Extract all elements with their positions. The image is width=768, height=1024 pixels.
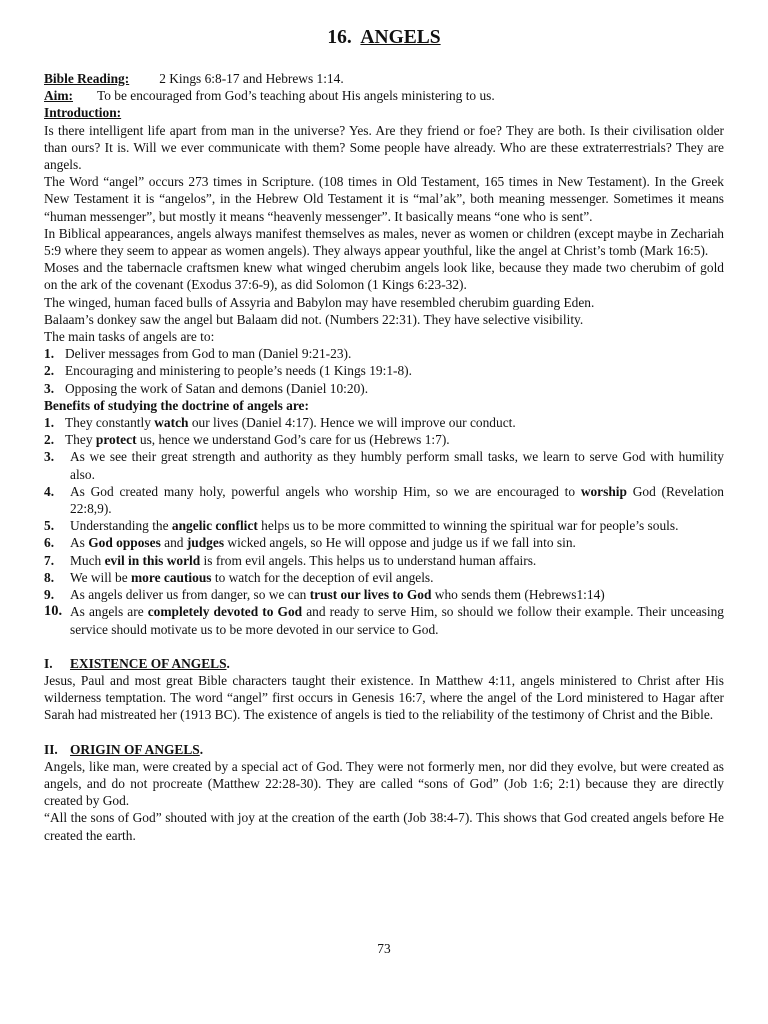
section-numeral: II. [44, 741, 58, 757]
list-item [44, 586, 724, 603]
intro-paragraph: The main tasks of angels are to: [44, 329, 215, 345]
section-numeral: I. [44, 655, 53, 671]
intro-paragraph: Is there intelligent life apart from man in the universe? Yes. Are they friend or foe? They are both. Is their civilisation older than ours? It is. Will we ever communicate with them? Some people have already. Who are these extraterrestrials? They are angels. [44, 122, 724, 173]
list-number: 1. [44, 415, 55, 431]
page-title [44, 26, 724, 50]
section-title: EXISTENCE OF ANGELS [70, 655, 227, 671]
benefits-list [44, 414, 724, 638]
list-text: is from evil angels. This helps us to understand human affairs. [200, 552, 537, 568]
list-number: 6. [44, 535, 55, 551]
list-emphasis: judges [186, 535, 225, 551]
list-text: They constantly [65, 415, 155, 431]
list-text: As we see their great strength and authority as they humbly perform small tasks, we learn to serve God with humility also. [70, 449, 724, 482]
aim-label: Aim: [44, 88, 74, 104]
bible-reading-label: Bible Reading: [44, 71, 130, 86]
chapter-number: 16. [327, 27, 352, 48]
list-emphasis: trust our lives to God [309, 587, 432, 603]
list-number: 9. [44, 587, 55, 603]
section-heading: I. EXISTENCE OF ANGELS. [44, 655, 230, 671]
list-emphasis: more cautious [131, 569, 212, 585]
document-page [44, 26, 724, 844]
list-item [44, 345, 724, 362]
list-text: As [70, 535, 89, 551]
list-number: 5. [44, 518, 55, 534]
intro-paragraph: Balaam’s donkey saw the angel but Balaam did not. (Numbers 22:31). They have selective visibility. [44, 311, 584, 327]
section-body: Angels, like man, were created by a special act of God. They were not formerly men, nor did they evolve, but were created as angels, and do not procreate (Matthew 22:28-30). They are called “sons of God” (Job 1:6; 2:1) because they are directly created by God. [44, 758, 724, 809]
list-text: As angels deliver us from danger, so we can [70, 587, 310, 603]
list-text: our lives (Daniel 4:17). Hence we will improve our conduct. [188, 415, 516, 431]
list-text: Opposing the work of Satan and demons (Daniel 10:20). [65, 380, 369, 396]
section-title: ORIGIN OF ANGELS [70, 741, 200, 757]
benefits-heading: Benefits of studying the doctrine of angels are: [44, 397, 309, 413]
list-text: As God created many holy, powerful angels who worship Him, so we are encouraged to [70, 483, 581, 499]
intro-paragraph: In Biblical appearances, angels always manifest themselves as males, never as women or children (except maybe in Zechariah 5:9 where they seem to appear as women angels). They always appear youthful, like the angel at Christ’s tomb (Mark 16:5). [44, 225, 724, 259]
list-item [44, 483, 724, 517]
chapter-title: ANGELS [360, 27, 441, 48]
section-body: “All the sons of God” shouted with joy at the creation of the earth (Job 38:4-7). This shows that God created angels before He created the earth. [44, 810, 724, 843]
intro-paragraph: The winged, human faced bulls of Assyria and Babylon may have resembled cherubim guarding Eden. [44, 294, 595, 310]
aim-value: To be encouraged from God’s teaching about His angels ministering to us. [97, 88, 495, 104]
list-emphasis: evil in this world [104, 552, 201, 568]
tasks-list [44, 345, 724, 397]
list-text: who sends them (Hebrews1:14) [431, 587, 605, 603]
list-text: They [65, 432, 96, 448]
list-number: 10. [44, 603, 63, 620]
list-text: and ready to serve Him, so should we follow their example. Their unceasing service should motivate us to be more devoted in our service to God. [70, 604, 724, 637]
list-number: 3. [44, 449, 55, 465]
list-item [44, 552, 724, 569]
list-text: Deliver messages from God to man (Daniel 9:21-23). [65, 346, 352, 362]
list-emphasis: completely devoted to God [147, 604, 303, 620]
list-number: 1. [44, 346, 55, 362]
list-text: Much [70, 552, 105, 568]
list-text: God (Revelation 22:8,9). [70, 483, 724, 517]
section-body: Jesus, Paul and most great Bible characters taught their existence. In Matthew 4:11, angels ministered to Christ after His wilderness temptation. The word “angel” first occurs in Genesis 16:7, where the angel of the Lord ministered to Hagar after Sarah had mistreated her (1913 BC). The existence of angels is tied to the reliability of the testimony of Christ and the Bible. [44, 672, 724, 723]
section-origin [44, 741, 724, 844]
intro-paragraph: Moses and the tabernacle craftsmen knew what winged cherubim angels look like, because they made two cherubim of gold on the ark of the covenant (Exodus 37:6-9), as did Solomon (1 Kings 6:23-32). [44, 260, 724, 293]
list-text: us, hence we understand God’s care for us (Hebrews 1:7). [136, 432, 450, 448]
list-emphasis: watch [154, 415, 189, 431]
list-item [44, 431, 724, 448]
list-item [44, 362, 724, 379]
list-item [44, 448, 724, 482]
list-number: 2. [44, 363, 55, 379]
list-text: and [160, 535, 187, 551]
list-emphasis: worship [580, 483, 627, 499]
bible-reading-value: 2 Kings 6:8-17 and Hebrews 1:14. [159, 71, 344, 86]
list-number: 8. [44, 569, 55, 585]
list-item [44, 517, 724, 534]
list-emphasis: God opposes [88, 535, 161, 551]
list-item [44, 380, 724, 397]
list-number: 7. [44, 552, 55, 568]
list-emphasis: protect [95, 432, 137, 448]
list-item [44, 603, 724, 637]
section-heading: II. ORIGIN OF ANGELS. [44, 741, 204, 757]
intro-paragraph: The Word “angel” occurs 273 times in Scripture. (108 times in Old Testament, 165 times in New Testament). In the Greek New Testament it is “angelos”, in the Hebrew Old Testament it is “mal’ak”, both meaning messenger. Sometimes it means “human messenger”, but mostly it means “heavenly messenger”. It basically means “one who is sent”. [44, 174, 724, 224]
list-number: 2. [44, 432, 55, 448]
list-text: to watch for the deception of evil angels. [211, 569, 434, 585]
list-text: Understanding the [70, 518, 172, 534]
list-text: We will be [70, 569, 132, 585]
list-item [44, 534, 724, 551]
list-text: wicked angels, so He will oppose and judge us if we fall into sin. [224, 535, 576, 551]
list-number: 3. [44, 380, 55, 396]
list-item [44, 414, 724, 431]
list-text: Encouraging and ministering to people’s needs (1 Kings 19:1-8). [65, 363, 412, 379]
list-item [44, 569, 724, 586]
list-text: As angels are [70, 604, 148, 620]
section-existence [44, 655, 724, 724]
bible-reading-line [44, 70, 724, 87]
list-number: 4. [44, 483, 55, 499]
introduction-heading: Introduction: [44, 105, 122, 121]
aim-line [44, 87, 724, 104]
list-text: helps us to be more committed to winning the spiritual war for people’s souls. [257, 518, 679, 534]
page-number: 73 [377, 941, 391, 956]
list-emphasis: angelic conflict [171, 518, 258, 534]
